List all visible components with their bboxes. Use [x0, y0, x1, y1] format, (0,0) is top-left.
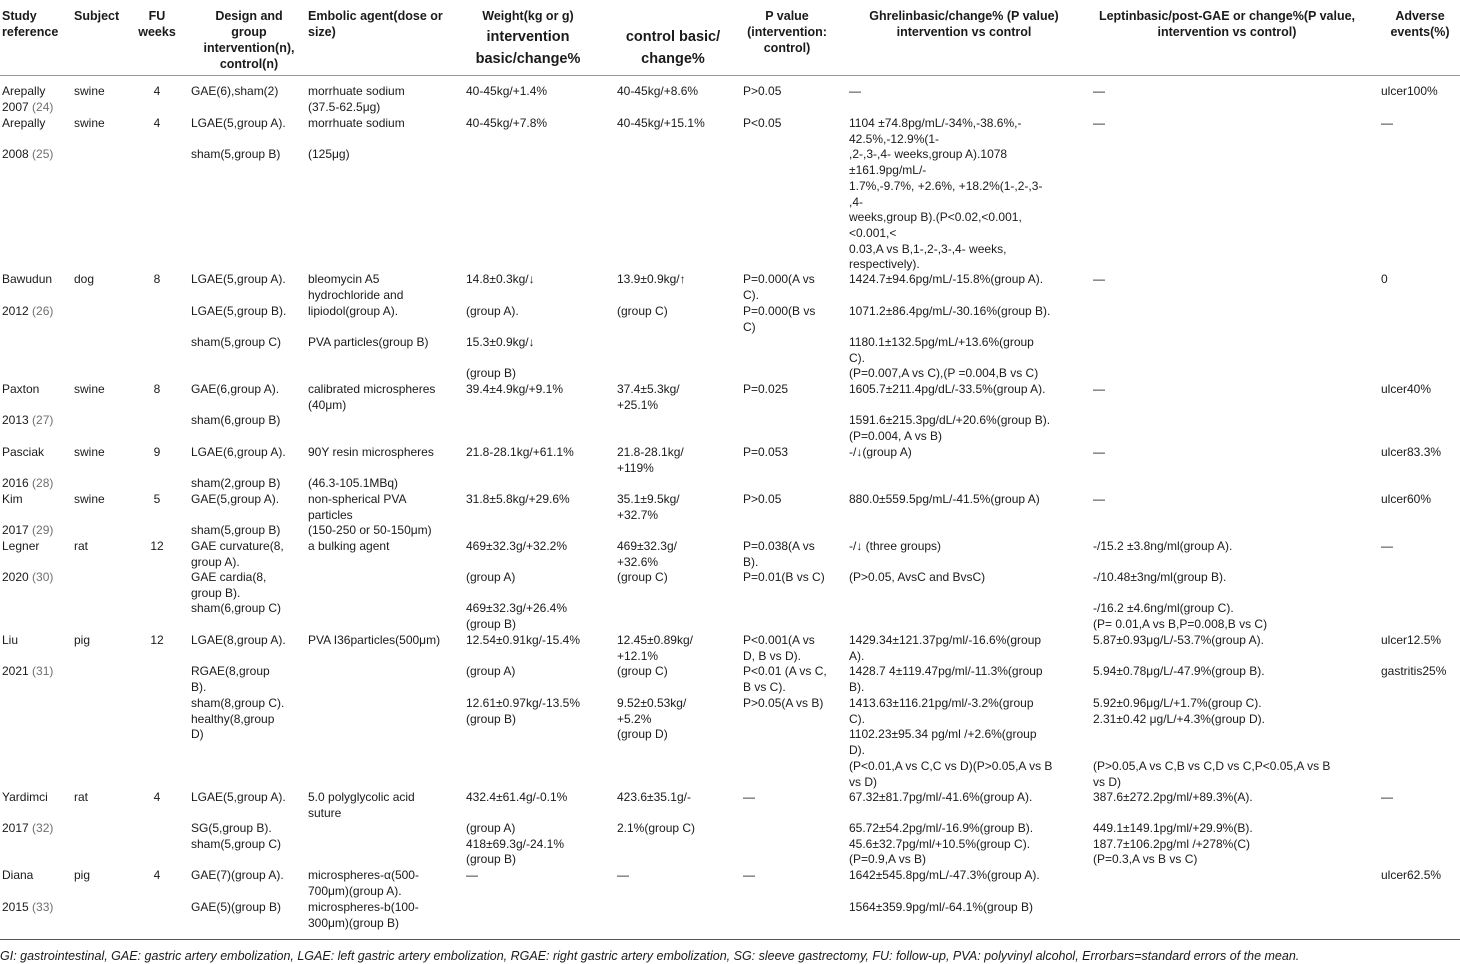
ghrelin-cell: 1591.6±215.3pg/dL/+20.6%(group B). (P=0.004, A vs B)	[849, 413, 1051, 443]
agent-cell: lipiodol(group A).	[308, 304, 399, 318]
study-reference-cell	[2, 523, 53, 539]
weight-cell: 12.61±0.97kg/-13.5% (group B)	[466, 696, 580, 726]
ghrelin-cell: 1605.7±211.4pg/dL/-33.5%(group A).	[849, 382, 1046, 396]
leptin-cell: —	[1093, 272, 1105, 286]
p-cell: P<0.001(A vs D, B vs D).	[743, 633, 815, 663]
study-name: Arepally	[2, 116, 46, 130]
p-cell: P=0.053	[743, 445, 789, 459]
subject-cell: swine	[74, 492, 105, 506]
design-cell: sham(5,group B)	[191, 523, 281, 537]
design-cell: GAE(6,group A).	[191, 382, 280, 396]
table-bottom-rule	[0, 939, 1460, 940]
agent-cell: microspheres-α(500- 700μm)(group A).	[308, 868, 419, 898]
weight-cell: (group A)	[466, 664, 516, 678]
study-name: 2017	[2, 821, 33, 835]
study-reference-cell	[2, 382, 39, 398]
citation-link[interactable]: (25)	[32, 147, 54, 161]
p-cell: P<0.01 (A vs C, B vs C).	[743, 664, 827, 694]
subject-cell: dog	[74, 272, 95, 286]
header-p-value: P value (intervention: control)	[747, 9, 827, 55]
weight-cell: 14.8±0.3kg/↓	[466, 272, 535, 286]
design-cell: LGAE(5,group A).	[191, 790, 286, 804]
study-reference-cell	[2, 633, 18, 649]
study-name: Paxton	[2, 382, 40, 396]
adverse-cell: ulcer12.5%	[1381, 633, 1442, 647]
design-cell: LGAE(6,group A).	[191, 445, 286, 459]
header-design: Design and group intervention(n), control(n)	[203, 9, 295, 71]
design-cell: SG(5,group B). sham(5,group C)	[191, 821, 282, 851]
p-cell: P=0.000(B vs C)	[743, 304, 816, 334]
design-cell: LGAE(5,group A).	[191, 272, 286, 286]
control-cell: 40-45kg/+8.6%	[617, 84, 699, 98]
leptin-cell: —	[1093, 84, 1105, 98]
study-reference-cell	[2, 84, 53, 115]
ghrelin-cell: 1429.34±121.37pg/ml/-16.6%(group A).	[849, 633, 1042, 663]
leptin-cell: -/10.48±3ng/ml(group B).	[1093, 570, 1227, 584]
ghrelin-cell: 1180.1±132.5pg/mL/+13.6%(group C). (P=0.007,A vs C),(P =0.004,B vs C)	[849, 335, 1039, 381]
study-name: Liu	[2, 633, 19, 647]
leptin-cell: 5.94±0.78μg/L/-47.9%(group B).	[1093, 664, 1265, 678]
agent-cell: bleomycin A5 hydrochloride and	[308, 272, 404, 302]
weight-cell: 12.54±0.91kg/-15.4%	[466, 633, 580, 647]
study-reference-cell	[2, 116, 45, 132]
citation-link[interactable]: (31)	[32, 664, 54, 678]
control-cell: (group C)	[617, 304, 668, 318]
citation-link[interactable]: (29)	[32, 523, 54, 537]
header-ghrelin: Ghrelinbasic/change% (P value) intervention vs control	[869, 9, 1059, 39]
subject-cell: swine	[74, 382, 105, 396]
design-cell: sham(6,group B)	[191, 413, 281, 427]
weight-cell: 39.4±4.9kg/+9.1%	[466, 382, 563, 396]
weight-cell: (group A)	[466, 570, 516, 584]
study-reference-cell	[2, 413, 53, 429]
agent-cell: 5.0 polyglycolic acid suture	[308, 790, 415, 820]
leptin-cell: 5.87±0.93μg/L/-53.7%(group A).	[1093, 633, 1264, 647]
header-leptin: Leptinbasic/post-GAE or change%(P value, intervention vs control)	[1098, 9, 1356, 39]
design-cell: LGAE(5,group B).	[191, 304, 287, 318]
control-cell: 2.1%(group C)	[617, 821, 696, 835]
study-name: Kim	[2, 492, 23, 506]
citation-link[interactable]: (32)	[32, 821, 54, 835]
agent-cell: morrhuate sodium	[308, 116, 405, 130]
study-name: Diana	[2, 868, 34, 882]
weight-cell: 40-45kg/+7.8%	[466, 116, 548, 130]
study-name: 2015	[2, 900, 33, 914]
agent-cell: PVA particles(group B)	[308, 335, 429, 349]
fu-cell: 5	[153, 492, 161, 506]
ghrelin-cell: 880.0±559.5pg/mL/-41.5%(group A)	[849, 492, 1040, 506]
study-name: 2017	[2, 523, 33, 537]
ghrelin-cell: 1413.63±116.21pg/ml/-3.2%(group C). 1102.23±95.34 pg/ml /+2.6%(group D). (P<0.01,A vs C,C vs D)(P>0.05,A vs B vs D)	[849, 696, 1053, 789]
fu-cell: 4	[153, 116, 161, 130]
agent-cell: calibrated microspheres (40μm)	[308, 382, 436, 412]
adverse-cell: gastritis25%	[1381, 664, 1447, 678]
study-name: 2012	[2, 304, 33, 318]
ghrelin-cell: 1564±359.9pg/ml/-64.1%(group B)	[849, 900, 1034, 914]
adverse-cell: ulcer83.3%	[1381, 445, 1442, 459]
subject-cell: rat	[74, 790, 89, 804]
ghrelin-cell: 1071.2±86.4pg/mL/-30.16%(group B).	[849, 304, 1051, 318]
citation-link[interactable]: (24)	[32, 99, 54, 114]
control-cell: 13.9±0.9kg/↑	[617, 272, 686, 286]
fu-cell: 8	[153, 382, 161, 396]
agent-cell: non-spherical PVA particles	[308, 492, 407, 522]
citation-link[interactable]: (30)	[32, 570, 54, 584]
header-weight-intervention: intervention basic/change%	[475, 29, 581, 67]
adverse-cell: ulcer40%	[1381, 382, 1432, 396]
control-cell: 40-45kg/+15.1%	[617, 116, 705, 130]
adverse-cell: ulcer60%	[1381, 492, 1432, 506]
p-cell: P=0.038(A vs B).	[743, 539, 815, 569]
agent-cell: morrhuate sodium (37.5-62.5μg)	[308, 84, 405, 114]
study-reference-cell	[2, 570, 53, 586]
study-reference-cell	[2, 147, 53, 163]
study-name: Bawudun	[2, 272, 53, 286]
adverse-cell: —	[1381, 790, 1393, 804]
subject-cell: swine	[74, 116, 105, 130]
study-name: Arepally 2007	[2, 84, 46, 114]
design-cell: sham(5,group B)	[191, 147, 281, 161]
study-reference-cell	[2, 304, 53, 320]
citation-link[interactable]: (33)	[32, 900, 54, 914]
design-cell: GAE curvature(8, group A).	[191, 539, 284, 569]
agent-cell: microspheres-b(100- 300μm)(group B)	[308, 900, 419, 930]
header-adverse-events: Adverse events(%)	[1390, 9, 1450, 39]
fu-cell: 12	[150, 633, 164, 647]
weight-cell: (group A).	[466, 304, 519, 318]
fu-cell: 8	[153, 272, 161, 286]
agent-cell: PVA I36particles(500μm)	[308, 633, 441, 647]
design-cell: sham(2,group B)	[191, 476, 281, 490]
subject-cell: pig	[74, 633, 91, 647]
design-cell: GAE(5,group A).	[191, 492, 280, 506]
header-control: control basic/ change%	[625, 29, 721, 67]
ghrelin-cell: 65.72±54.2pg/ml/-16.9%(group B). 45.6±32.7pg/ml/+10.5%(group C). (P=0.9,A vs B)	[849, 821, 1034, 867]
header-embolic-agent: Embolic agent(dose or size)	[308, 9, 443, 39]
design-cell: GAE(6),sham(2)	[191, 84, 279, 98]
citation-link[interactable]: (28)	[32, 476, 54, 490]
citation-link[interactable]: (27)	[32, 413, 54, 427]
p-cell: P=0.01(B vs C)	[743, 570, 825, 584]
leptin-cell: 5.92±0.96μg/L/+1.7%(group C). 2.31±0.42 μg/L/+4.3%(group D). (P>0.05,A vs C,B vs C,D vs C,P<0.05,A vs B vs D)	[1093, 696, 1331, 789]
ghrelin-cell: 1428.7 4±119.47pg/ml/-11.3%(group B).	[849, 664, 1043, 694]
p-cell: P>0.05(A vs B)	[743, 696, 824, 710]
ghrelin-cell: -/↓(group A)	[849, 445, 912, 459]
ghrelin-cell: 1424.7±94.6pg/mL/-15.8%(group A).	[849, 272, 1044, 286]
adverse-cell: 0	[1381, 272, 1388, 286]
ghrelin-cell: (P>0.05, AvsC and BvsC)	[849, 570, 986, 584]
leptin-cell: 387.6±272.2pg/ml/+89.3%(A).	[1093, 790, 1253, 804]
design-cell: LGAE(8,group A).	[191, 633, 286, 647]
study-name: Legner	[2, 539, 40, 553]
subject-cell: pig	[74, 868, 91, 882]
adverse-cell: —	[1381, 116, 1393, 130]
p-cell: P<0.05	[743, 116, 782, 130]
study-name: 2016	[2, 476, 33, 490]
control-cell: 9.52±0.53kg/ +5.2% (group D)	[617, 696, 687, 742]
p-cell: P>0.05	[743, 492, 782, 506]
control-cell: 12.45±0.89kg/ +12.1%	[617, 633, 693, 663]
fu-cell: 12	[150, 539, 164, 553]
control-cell: 37.4±5.3kg/ +25.1%	[617, 382, 680, 412]
design-cell: GAE cardia(8, group B).	[191, 570, 267, 600]
weight-cell: (group A) 418±69.3g/-24.1% (group B)	[466, 821, 564, 867]
weight-cell: 432.4±61.4g/-0.1%	[466, 790, 568, 804]
citation-link[interactable]: (26)	[32, 304, 54, 318]
weight-cell: 40-45kg/+1.4%	[466, 84, 548, 98]
design-cell: sham(8,group C). healthy(8,group D)	[191, 696, 285, 742]
control-cell: —	[617, 868, 629, 882]
header-study-reference: Study reference	[2, 9, 59, 39]
subject-cell: swine	[74, 445, 105, 459]
agent-cell: 90Y resin microspheres	[308, 445, 434, 459]
design-cell: GAE(7)(group A).	[191, 868, 284, 882]
design-cell: LGAE(5,group A).	[191, 116, 286, 130]
study-reference-cell	[2, 492, 23, 508]
subject-cell: rat	[74, 539, 89, 553]
control-cell: 35.1±9.5kg/ +32.7%	[617, 492, 680, 522]
p-cell: —	[743, 868, 755, 882]
p-cell: —	[743, 790, 755, 804]
leptin-cell: —	[1093, 116, 1105, 130]
leptin-cell: -/16.2 ±4.6ng/ml(group C). (P= 0.01,A vs B,P=0.008,B vs C)	[1093, 601, 1268, 631]
p-cell: P=0.025	[743, 382, 789, 396]
header-weight: Weight(kg or g)	[482, 9, 574, 23]
weight-cell: 31.8±5.8kg/+29.6%	[466, 492, 570, 506]
study-reference-cell	[2, 539, 39, 555]
header-divider	[0, 75, 1460, 76]
fu-cell: 4	[153, 868, 161, 882]
table-footnote: GI: gastrointestinal, GAE: gastric artery embolization, LGAE: left gastric artery embolization, RGAE: right gastric artery embolization, SG: sleeve gastrectomy, FU: follow-up, PVA: polyvinyl alcohol, Errorbars=standard errors of the mean.	[0, 949, 1300, 963]
control-cell: 423.6±35.1g/-	[617, 790, 691, 804]
fu-cell: 4	[153, 84, 161, 98]
ghrelin-cell: 67.32±81.7pg/ml/-41.6%(group A).	[849, 790, 1033, 804]
control-cell: 469±32.3g/ +32.6%	[617, 539, 677, 569]
leptin-cell: —	[1093, 445, 1105, 459]
control-cell: (group C)	[617, 664, 668, 678]
ghrelin-cell: -/↓ (three groups)	[849, 539, 942, 553]
study-reference-cell	[2, 821, 53, 837]
leptin-cell: —	[1093, 382, 1105, 396]
study-name: 2013	[2, 413, 33, 427]
study-reference-cell	[2, 790, 48, 806]
study-name: 2021	[2, 664, 33, 678]
design-cell: GAE(5)(group B)	[191, 900, 282, 914]
study-reference-cell	[2, 664, 53, 680]
study-reference-cell	[2, 445, 44, 461]
weight-cell: 15.3±0.9kg/↓ (group B)	[466, 335, 535, 381]
header-fu-weeks: FU weeks	[138, 9, 176, 39]
design-cell: RGAE(8,group B).	[191, 664, 270, 694]
study-reference-cell	[2, 900, 53, 916]
study-reference-cell	[2, 476, 53, 492]
adverse-cell: ulcer62.5%	[1381, 868, 1442, 882]
ghrelin-cell: 1642±545.8pg/mL/-47.3%(group A).	[849, 868, 1040, 882]
agent-cell: (46.3-105.1MBq)	[308, 476, 399, 490]
study-name: Yardimci	[2, 790, 48, 804]
adverse-cell: —	[1381, 539, 1393, 553]
control-cell: (group C)	[617, 570, 668, 584]
fu-cell: 9	[153, 445, 161, 459]
control-cell: 21.8-28.1kg/ +119%	[617, 445, 684, 475]
p-cell: P=0.000(A vs C).	[743, 272, 815, 302]
p-cell: P>0.05	[743, 84, 782, 98]
design-cell: sham(5,group C)	[191, 335, 282, 349]
study-name: Pasciak	[2, 445, 45, 459]
agent-cell: a bulking agent	[308, 539, 390, 553]
header-subject: Subject	[74, 9, 120, 23]
leptin-cell: 449.1±149.1pg/ml/+29.9%(B). 187.7±106.2pg/ml /+278%(C) (P=0.3,A vs B vs C)	[1093, 821, 1253, 867]
subject-cell: swine	[74, 84, 105, 98]
leptin-cell: -/15.2 ±3.8ng/ml(group A).	[1093, 539, 1233, 553]
weight-cell: 469±32.3g/+32.2%	[466, 539, 568, 553]
weight-cell: 469±32.3g/+26.4% (group B)	[466, 601, 568, 631]
fu-cell: 4	[153, 790, 161, 804]
ghrelin-cell: —	[849, 84, 861, 98]
weight-cell: —	[466, 868, 478, 882]
design-cell: sham(6,group C)	[191, 601, 282, 615]
study-name: 2008	[2, 147, 33, 161]
agent-cell: (150-250 or 50-150μm)	[308, 523, 432, 537]
ghrelin-cell: 1104 ±74.8pg/mL/-34%,-38.6%,- 42.5%,-12.9%(1- ,2-,3-,4- weeks,group A).1078 ±161.9pg/mL/- 1.7%,-9.7%, +2.6%, +18.2%(1-,2-,3- ,4- weeks,group B).(P<0.02,<0.001, <0.001,< 0.03,A vs B,1-,2-,3-,4- weeks, respectively).	[849, 116, 1043, 272]
adverse-cell: ulcer100%	[1381, 84, 1438, 98]
study-reference-cell	[2, 272, 52, 288]
leptin-cell: —	[1093, 492, 1105, 506]
weight-cell: 21.8-28.1kg/+61.1%	[466, 445, 574, 459]
agent-cell: (125μg)	[308, 147, 350, 161]
study-name: 2020	[2, 570, 33, 584]
study-reference-cell	[2, 868, 33, 884]
